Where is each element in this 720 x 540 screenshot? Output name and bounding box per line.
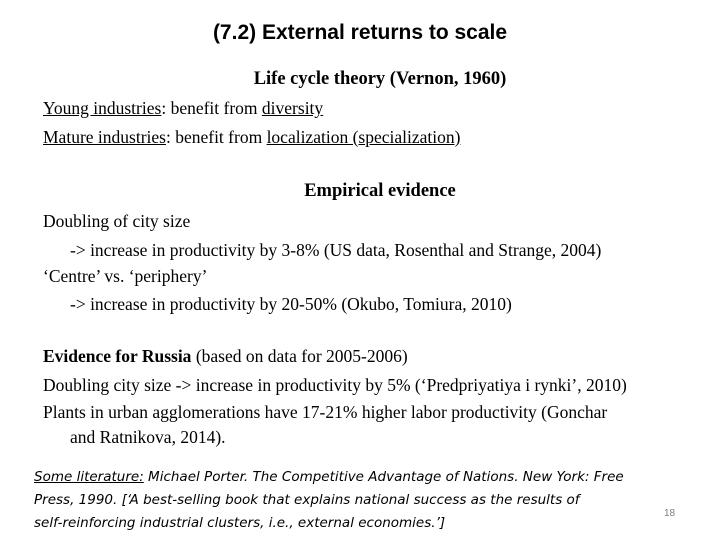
page-number: 18 bbox=[664, 508, 676, 519]
literature-label: Some literature: bbox=[34, 469, 144, 485]
literature-line-1 bbox=[34, 468, 624, 486]
literature-line-2: Press, 1990. [‘A best-selling book that explains national success as the results of bbox=[34, 492, 580, 508]
mature-industries-value: localization (specialization) bbox=[266, 127, 461, 147]
russia-heading-line bbox=[43, 346, 408, 366]
russia-line-1: Doubling city size -> increase in productivity by 5% (‘Predpriyatiya i rynki’, 2010) bbox=[43, 375, 627, 395]
russia-heading-suffix: (based on data for 2005-2006) bbox=[191, 346, 408, 366]
empirical-item-1: Doubling of city size bbox=[43, 211, 191, 231]
literature-text-1: Michael Porter. The Competitive Advantage of Nations. New York: Free bbox=[143, 469, 624, 485]
mature-industries-label: Mature industries bbox=[43, 127, 166, 147]
empirical-item-2: ‘Centre’ vs. ‘periphery’ bbox=[43, 266, 208, 286]
young-industries-line bbox=[43, 98, 323, 118]
russia-line-2-cont: and Ratnikova, 2014). bbox=[70, 427, 226, 447]
young-industries-label: Young industries bbox=[43, 98, 162, 118]
mature-industries-line bbox=[43, 127, 460, 147]
empirical-item-1-sub: -> increase in productivity by 3-8% (US data, Rosenthal and Strange, 2004) bbox=[70, 240, 602, 260]
empirical-item-2-sub: -> increase in productivity by 20-50% (Okubo, Tomiura, 2010) bbox=[70, 294, 512, 314]
slide-title: (7.2) External returns to scale bbox=[212, 21, 508, 44]
russia-heading: Evidence for Russia bbox=[43, 346, 192, 366]
young-industries-value: diversity bbox=[261, 98, 324, 118]
literature-line-3: self-reinforcing industrial clusters, i.e., external economies.’] bbox=[34, 515, 446, 531]
young-industries-text: : benefit from bbox=[161, 98, 262, 118]
empirical-heading: Empirical evidence bbox=[304, 181, 456, 201]
russia-line-2: Plants in urban agglomerations have 17-21% higher labor productivity (Gonchar bbox=[43, 402, 608, 422]
lifecycle-heading: Life cycle theory (Vernon, 1960) bbox=[253, 69, 507, 89]
mature-industries-text: : benefit from bbox=[165, 127, 267, 147]
